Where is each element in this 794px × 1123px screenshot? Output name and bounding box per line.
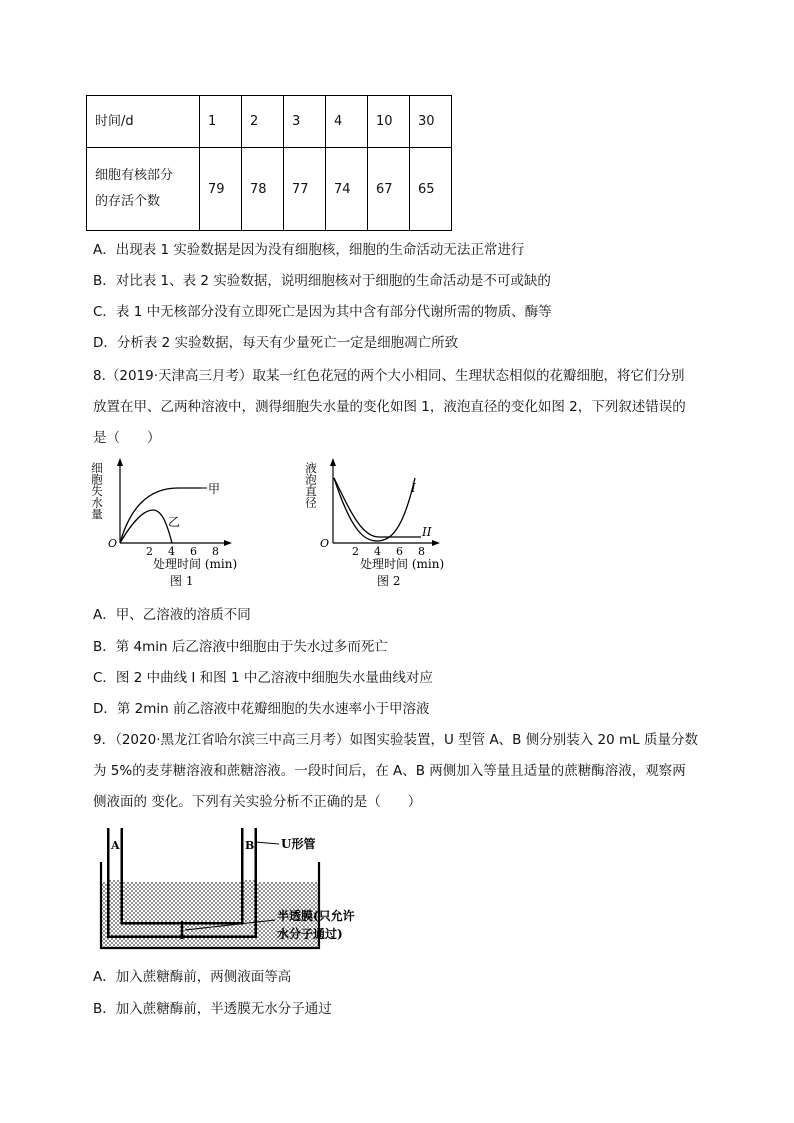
label-membrane-line1: 半透膜(只允许 [277, 909, 355, 923]
q7-option-b: B．对比表 1、表 2 实验数据，说明细胞核对于细胞的生命活动是不可或缺的 [93, 273, 551, 289]
label-membrane-line2: 水分子通过) [277, 927, 343, 941]
table-header-cell [87, 148, 200, 231]
figure-2-vacuole-graph [304, 458, 472, 590]
fig2-tick-label: 8 [418, 545, 425, 558]
fig2-ylabel: 液泡直径 [304, 462, 318, 508]
fig1-curve-yi [120, 510, 172, 543]
fig2-origin: O [320, 537, 330, 550]
table-cell: 2 [242, 96, 284, 148]
table-row [87, 148, 452, 231]
fig1-tick-label: 8 [212, 545, 219, 558]
q8-option-a: A．甲、乙溶液的溶质不同 [93, 607, 251, 623]
table-cell: 79 [200, 148, 242, 231]
table-cell: 78 [242, 148, 284, 231]
table-cell: 10 [368, 96, 410, 148]
q9-option-a: A．加入蔗糖酶前，两侧液面等高 [93, 969, 292, 985]
label-b: B [245, 839, 255, 852]
table-cell: 67 [368, 148, 410, 231]
fig1-tick-label: 4 [168, 545, 175, 558]
fig2-tick-label: 4 [374, 545, 381, 558]
q7-option-a: A．出现表 1 实验数据是因为没有细胞核，细胞的生命活动无法正常进行 [93, 242, 525, 258]
q9-stem-line: 9．（2020·黑龙江省哈尔滨三中高三月考）如图实验装置，U 型管 A、B 侧分别装入 20 mL 质量分数 [93, 732, 698, 748]
q8-option-d: D．第 2min 前乙溶液中花瓣细胞的失水速率小于甲溶液 [93, 701, 430, 717]
table-cell: 4 [326, 96, 368, 148]
fig1-xlabel: 处理时间 (min) [153, 557, 238, 571]
fig2-curve-ii-label: II [422, 525, 432, 539]
u-tube-apparatus-figure [93, 820, 363, 955]
table-cell: 74 [326, 148, 368, 231]
fig2-xlabel: 处理时间 (min) [360, 557, 445, 571]
fig2-curve-i-label: I [411, 481, 416, 495]
q8-stem-line: 8.（2019·天津高三月考）取某一红色花冠的两个大小相同、生理状态相似的花瓣细胞，将它们分别 [93, 368, 685, 384]
survival-table [86, 95, 452, 231]
fig1-caption: 图 1 [170, 574, 194, 588]
table-cell: 30 [410, 96, 452, 148]
q9-option-b: B．加入蔗糖酶前，半透膜无水分子通过 [93, 1001, 332, 1017]
q8-option-c: C．图 2 中曲线 I 和图 1 中乙溶液中细胞失水量曲线对应 [93, 670, 433, 686]
fig2-x-arrow [432, 540, 440, 546]
fig2-tick-label: 2 [352, 545, 359, 558]
fig1-origin: O [108, 537, 118, 550]
table-header-cell: 时间/d [87, 96, 200, 148]
fig1-tick-label: 6 [190, 545, 197, 558]
q7-option-c: C．表 1 中无核部分没有立即死亡是因为其中含有部分代谢所需的物质、酶等 [93, 304, 552, 320]
fig1-x-arrow [224, 540, 232, 546]
fig2-tick-label: 6 [396, 545, 403, 558]
fig2-curve-i [334, 478, 415, 541]
fig1-ylabel: 细胞失水量 [90, 462, 104, 520]
u-tube-leader [255, 842, 279, 844]
q8-stem-line: 放置在甲、乙两种溶液中，测得细胞失水量的变化如图 1，液泡直径的变化如图 2，下列叙述错误的 [93, 399, 686, 415]
fig2-y-arrow [330, 458, 336, 466]
table-cell: 77 [284, 148, 326, 231]
fig1-curve-jia [120, 488, 201, 543]
q9-stem-line: 侧液面的 变化。下列有关实验分析不正确的是（ ） [93, 794, 422, 810]
figure-1-water-loss-graph [90, 458, 263, 590]
q8-option-b: B．第 4min 后乙溶液中细胞由于失水过多而死亡 [93, 639, 388, 655]
fig2-curve-ii [334, 478, 421, 537]
header-line: 细胞有核部分 [95, 168, 174, 183]
fig1-curve-jia-label: 甲 [208, 482, 221, 496]
label-u-tube: U形管 [281, 837, 316, 851]
header-line: 的存活个数 [95, 194, 161, 209]
q7-option-d: D．分析表 2 实验数据，每天有少量死亡一定是细胞凋亡所致 [93, 335, 459, 351]
fig1-y-arrow [117, 458, 123, 466]
table-cell: 1 [200, 96, 242, 148]
table-cell: 3 [284, 96, 326, 148]
q8-stem-line: 是（ ） [93, 430, 161, 446]
table-row [87, 96, 452, 148]
fig2-caption: 图 2 [377, 574, 401, 588]
fig1-curve-yi-label: 乙 [168, 515, 181, 529]
fig1-tick-label: 2 [146, 545, 153, 558]
label-a: A [111, 839, 120, 852]
table-cell: 65 [410, 148, 452, 231]
q9-stem-line: 为 5%的麦芽糖溶液和蔗糖溶液。一段时间后，在 A、B 两侧加入等量且适量的蔗糖酶溶液，观察两 [93, 763, 686, 779]
